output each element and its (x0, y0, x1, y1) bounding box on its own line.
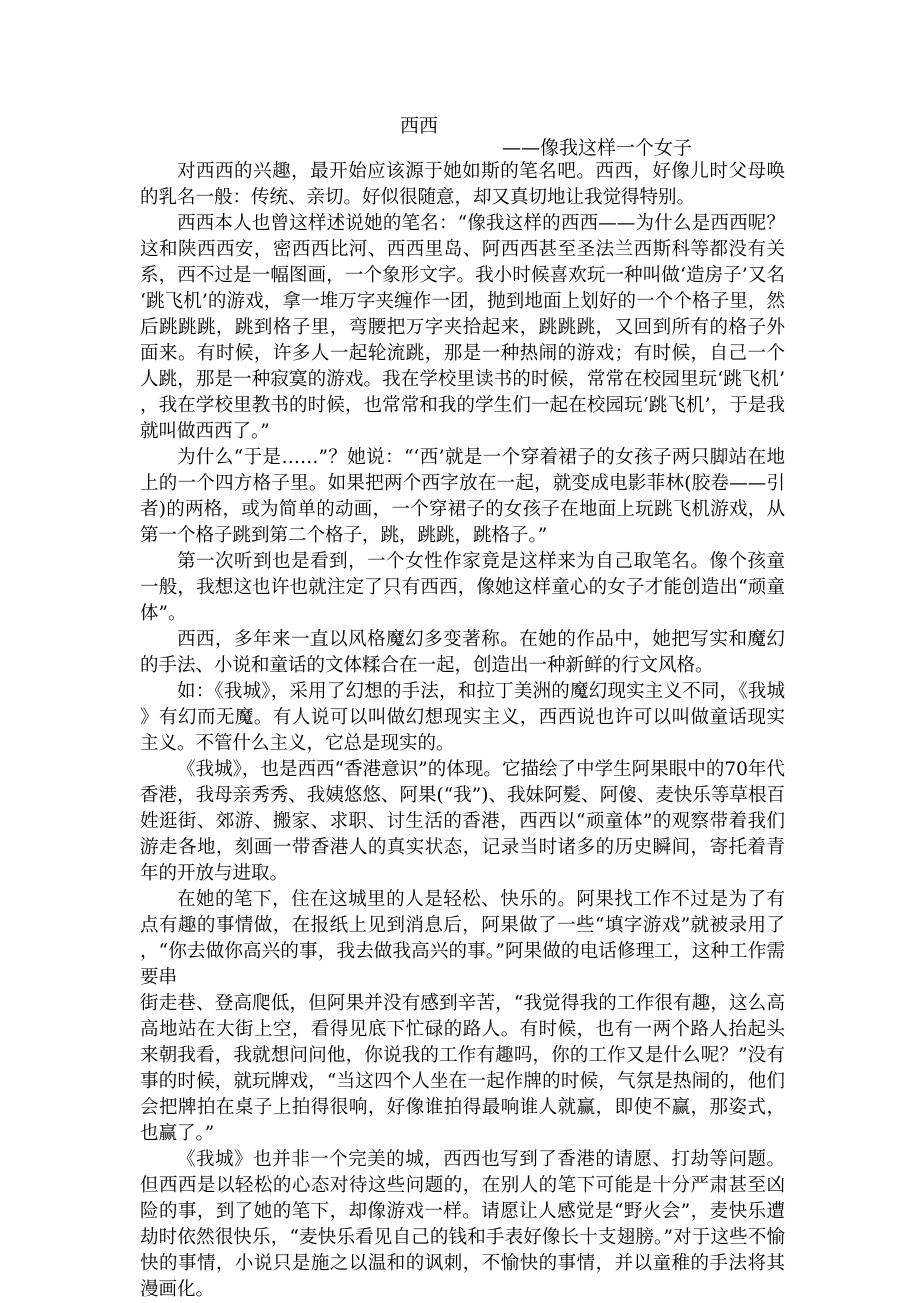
paragraph: 第一次听到也是看到，一个女性作家竟是这样来为自己取笔名。像个孩童一般，我想这也许也就注定了只有西西，像她这样童心的女子才能创造出“顽童体”。 (140, 551, 785, 624)
paragraph: 《我城》也并非一个完美的城，西西也写到了香港的请愿、打劫等问题。但西西是以轻松的心态对待这些问题的，在别人的笔下可能是十分严肃甚至凶险的事，到了她的笔下，却像游戏一样。请愿让人感觉是“野火会”，麦快乐遭劫时依然很快乐，“麦快乐看见自己的钱和手表好像长十支翅膀。”对于这些不愉快的事情，小说只是施之以温和的讽刺，不愉快的事情，并以童稚的手法将其漫画化。 (140, 1149, 785, 1300)
article-title: 西西 (400, 115, 439, 137)
paragraph: 为什么“于是……”？她说：“‘西’就是一个穿着裙子的女孩子两只脚站在地上的一个四方格子里。如果把两个西字放在一起，就变成电影菲林(胶卷——引者)的两格，或为简单的动画，一个穿裙子的女孩子在地面上玩跳飞机游戏，从第一个格子跳到第二个格子，跳，跳跳，跳格子。” (140, 447, 785, 546)
paragraph: 西西本人也曾这样述说她的笔名：“像我这样的西西——为什么是西西呢？这和陕西西安，密西西比河、西西里岛、阿西西甚至圣法兰西斯科等都没有关系，西不过是一幅图画，一个象形文字。我小时候喜欢玩一种叫做‘造房子’又名‘跳飞机’的游戏，拿一堆万字夹缠作一团，抛到地面上划好的一个个格子里，然后跳跳跳，跳到格子里，弯腰把万字夹拾起来，跳跳跳，又回到所有的格子外面来。有时候，许多人一起轮流跳，那是一种热闹的游戏；有时候，自己一个人跳，那是一种寂寞的游戏。我在学校里读书的时候，常常在校园里玩‘跳飞机’，我在学校里教书的时候，也常常和我的学生们一起在校园玩‘跳飞机’，于是我就叫做西西了。” (140, 213, 785, 442)
paragraph: 对西西的兴趣，最开始应该源于她如斯的笔名吧。西西，好像儿时父母唤的乳名一般：传统、亲切。好似很随意，却又真切地让我觉得特别。 (140, 161, 785, 208)
paragraph: 如：《我城》，采用了幻想的手法，和拉丁美洲的魔幻现实主义不同，《我城》有幻而无魔。有人说可以叫做幻想现实主义，西西说也许可以叫做童话现实主义。不管什么主义，它总是现实的。 (140, 681, 785, 754)
article-body (140, 159, 785, 1303)
article-subtitle: ——像我这样一个女子 (502, 137, 693, 159)
paragraph: 西西，多年来一直以风格魔幻多变著称。在她的作品中，她把写实和魔幻的手法、小说和童话的文体糅合在一起，创造出一种新鲜的行文风格。 (140, 629, 785, 676)
paragraph: 在她的笔下，住在这城里的人是轻松、快乐的。阿果找工作不过是为了有点有趣的事情做，在报纸上见到消息后，阿果做了一些“填字游戏”就被录用了，“你去做你高兴的事，我去做我高兴的事。”阿果做的电话修理工，这种工作需要串 (140, 889, 785, 988)
paragraph: 街走巷、登高爬低，但阿果并没有感到辛苦，“我觉得我的工作很有趣，这么高高地站在大街上空，看得见底下忙碌的路人。有时候，也有一两个路人抬起头来朝我看，我就想问问他，你说我的工作有趣吗，你的工作又是什么呢？”没有事的时候，就玩牌戏，“当这四个人坐在一起作牌的时候，气氛是热闹的，他们会把牌拍在桌子上拍得很响，好像谁拍得最响谁人就赢，即使不赢，那姿式，也赢了。” (140, 993, 785, 1144)
paragraph: 《我城》，也是西西“香港意识”的体现。它描绘了中学生阿果眼中的70年代香港，我母亲秀秀、我姨悠悠、阿果(“我”)、我妹阿髪、阿傻、麦快乐等草根百姓逛街、郊游、搬家、求职、讨生活的香港，西西以“顽童体”的观察带着我们游走各地，刻画一带香港人的真实状态，记录当时诸多的历史瞬间，寄托着青年的开放与进取。 (140, 759, 785, 884)
